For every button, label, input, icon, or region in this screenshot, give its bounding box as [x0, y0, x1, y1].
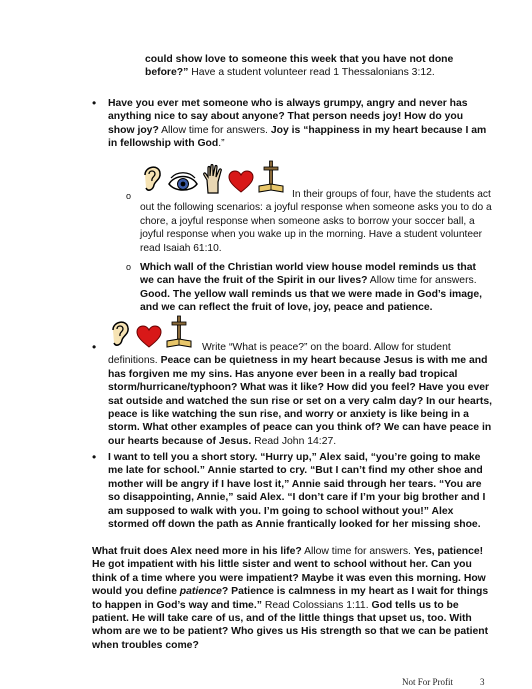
plain-text: Read John 14:27.: [251, 435, 337, 447]
bullet-marker: •: [92, 96, 97, 110]
plain-text: Allow time for answers.: [301, 546, 414, 557]
bullet-marker: •: [92, 450, 97, 464]
bold-italic-text: patience: [179, 586, 222, 598]
sub-bullet-marker: o: [126, 262, 132, 272]
plain-text: .”: [218, 138, 225, 150]
plain-text: Have a student volunteer read 1 Thessalonians 3:12.: [188, 67, 435, 79]
bold-text: God tells us to be patient. He will take care of us, and of the little things that upset us, too. With whom are we to be patient? Who gives us His strength so that we can be patient when troubles come?: [92, 599, 489, 651]
bold-text: Alex stormed off down the path as Annie frantically looked for her missing shoe.: [108, 505, 481, 531]
plain-text: Allow time for answers.: [367, 275, 477, 287]
bold-text: What fruit does Alex need more in his life?: [92, 546, 302, 557]
bold-text: I want to tell you a short story. “Hurry up,” Alex said, “you’re going to make me late for school.” Annie started to cry. “But I can’t find my other shoe and mother will be angry if I have lost it,” Annie said through her tears. “You are so disappointing, Annie,” said Alex. “I don’t care if I’m your big brother and I am supposed to walk with you. I’m going to school without you!”: [108, 452, 486, 517]
bold-text: Peace can be quietness in my heart because Jesus is with me and has forgiven me my sins. Has anyone ever been in a really bad tropical storm/hurricane/typhoon? What was it like? How did you feel? Have you ever sat outside and watched the sun rise or set on a very calm day? In our hearts, peace is like watching the sun rise, and worry or anxiety is like being in a storm. What other examples of peace can you think of? We can have peace in our hearts because of Jesus.: [108, 355, 492, 447]
bold-text: could show love to someone this week that you have not done before?”: [145, 54, 454, 79]
bold-text: Have you ever met someone who is always grumpy, angry and never has anything nice to say about anyone? That person needs joy! How do you show joy?: [108, 98, 468, 136]
bullet-marker: •: [92, 340, 97, 354]
sub-item-scenarios: [140, 188, 492, 255]
plain-text: Read Colossians 1:11.: [261, 599, 372, 611]
bold-text: Joy is “happiness in my heart because I am in fellowship with God: [108, 124, 487, 150]
bold-text: Which wall of the Christian world view house model reminds us that we can have the fruit of the Spirit in our lives?: [140, 262, 477, 287]
scenarios-text: In their groups of four, have the students act out the following scenarios: a joyful response when someone asks you to do a chore, a joyful response when someone asks to borrow your soccer ball, a joyful response when you wake up in the morning. Have a student volunteer read Isaiah 61:10.: [140, 189, 492, 254]
plain-text: Allow time for answers.: [158, 124, 271, 136]
footer-note: Not For Profit: [402, 677, 454, 687]
plain-text: Write “What is peace?” on the board. Allow for student definitions.: [108, 342, 451, 367]
bold-text: Good. The yellow wall reminds us that we were made in God’s image, and we can reflect the fruit of love, joy, peace and patience.: [140, 288, 483, 314]
paragraph-story: [108, 451, 492, 531]
paragraph-peace: [108, 341, 492, 448]
bold-text: ? Patience is calmness in my heart as I wait for things to happen in God’s way and time.”: [92, 586, 489, 611]
paragraph-continuation: [145, 53, 485, 80]
paragraph-joy: [108, 97, 490, 151]
sub-item-world-view: [140, 261, 492, 315]
bold-text: Yes, patience! He got impatient with his little sister and went to school without her. Can you think of a time where you were impatient? Maybe it was even this morning. How would you define: [92, 546, 486, 598]
sub-bullet-marker: o: [126, 191, 132, 201]
page-number: 3: [480, 677, 485, 687]
paragraph-patience: [92, 545, 492, 652]
